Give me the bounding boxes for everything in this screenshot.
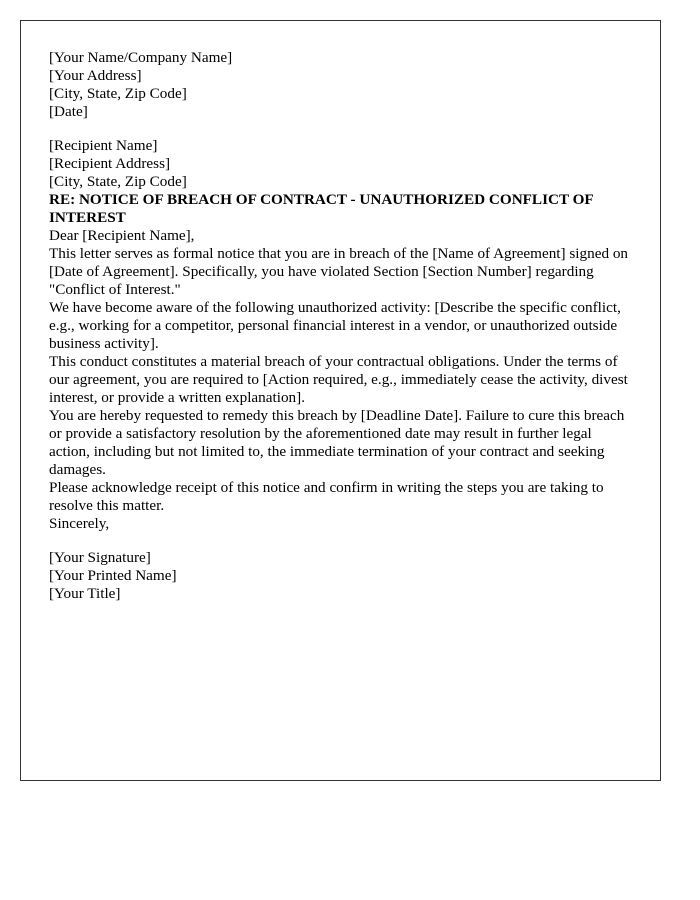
body-paragraph-remedy: You are hereby requested to remedy this breach by [Deadline Date]. Failure to cure this breach or provide a satisfactory resolution by the aforementioned date may result in further legal action, including but not limited to, the immediate termination of your contract and seeking damages.	[49, 407, 625, 478]
printed-name: [Your Printed Name]	[49, 567, 177, 584]
sender-block	[49, 49, 632, 121]
signature-line: [Your Signature]	[49, 549, 151, 566]
body-paragraph-acknowledge: Please acknowledge receipt of this notice and confirm in writing the steps you are taking to resolve this matter.	[49, 479, 604, 514]
body-paragraph-notice: This letter serves as formal notice that you are in breach of the [Name of Agreement] signed on [Date of Agreement]. Specifically, you have violated Section [Section Number] regarding "Conflict of Interest."	[49, 245, 629, 298]
recipient-address: [Recipient Address]	[49, 155, 171, 172]
signer-title: [Your Title]	[49, 585, 121, 602]
body-paragraph-activity: We have become aware of the following unauthorized activity: [Describe the specific conflict, e.g., working for a competitor, personal financial interest in a vendor, or unauthorized outside business activity].	[49, 299, 621, 352]
signature-block	[49, 549, 632, 603]
recipient-name: [Recipient Name]	[49, 137, 158, 154]
sender-city-state-zip: [City, State, Zip Code]	[49, 85, 187, 102]
sender-address: [Your Address]	[49, 67, 142, 84]
recipient-city-state-zip: [City, State, Zip Code]	[49, 173, 187, 190]
sender-name: [Your Name/Company Name]	[49, 49, 233, 66]
letter-date: [Date]	[49, 103, 88, 120]
salutation: Dear [Recipient Name],	[49, 227, 195, 244]
subject-line: RE: NOTICE OF BREACH OF CONTRACT - UNAUTHORIZED CONFLICT OF INTEREST	[49, 191, 594, 226]
closing: Sincerely,	[49, 515, 110, 532]
recipient-block	[49, 137, 632, 191]
letter-page	[20, 20, 661, 781]
body-paragraph-obligations: This conduct constitutes a material breach of your contractual obligations. Under the terms of our agreement, you are required to [Action required, e.g., immediately cease the activity, divest interest, or provide a written explanation].	[49, 353, 628, 406]
